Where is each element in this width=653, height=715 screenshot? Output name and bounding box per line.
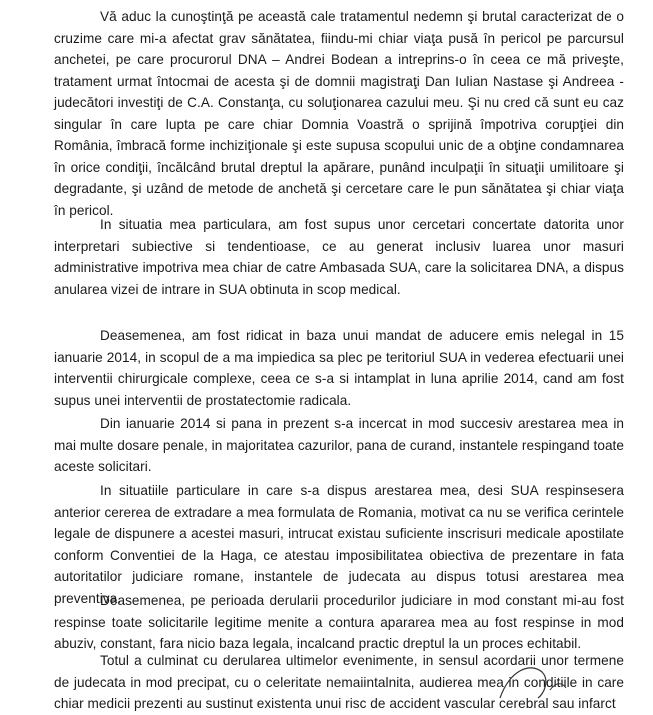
paragraph-4: Din ianuarie 2014 si pana in prezent s-a incercat in mod succesiv arestarea mea in mai multe dosare penale, in majoritatea cazurilor, pana de curand, instantele respingand toate aceste solicitari. — [54, 416, 624, 474]
paragraph-6: Deasemenea, pe perioada derularii procedurilor judiciare in mod constant mi-au fost respinse toate solicitarile legitime menite a contura apararea mea au fost respinse in mod abuziv, constant, fara nicio baza legala, incalcand practic dreptul la un proces echitabil. — [54, 593, 624, 651]
pen-mark — [480, 660, 590, 700]
paragraph-5: In situatiile particulare in care s-a dispus arestarea mea, desi SUA respinsesera anterior cererea de extradare a mea formulata de Romania, motivat ca nu se verifica cerintele legale de dispunere a acestei masuri, intrucat existau suficiente inscrisuri medicale apostilate conform Conventiei de la Haga, ce atestau imposibilitatea obiectiva de prezentare in fata autoritatilor judiciare romane, instantele de judecata au dispus totusi arestarea mea preventiva. — [54, 483, 624, 606]
paragraph-3: Deasemenea, am fost ridicat in baza unui mandat de aducere emis nelegal in 15 ianuarie 2014, in scopul de a ma impiedica sa plec pe teritoriul SUA in vederea efectuarii unei interventii chirurgicale complexe, ceea ce s-a si intamplat in luna aprilie 2014, cand am fost supus unei interventii de prostatectomie radicala. — [54, 328, 624, 408]
paragraph-1: Vă aduc la cunoştinţă pe această cale tratamentul nedemn şi brutal caracterizat de o cruzime care mi-a afectat grav sănătatea, fiindu-mi chiar viaţa pusă în pericol pe parcursul anchetei, pe care procurorul DNA – Andrei Bodean a intreprins-o în ceea ce mă priveşte, tratament urmat întocmai de acesta şi de domnii magistraţi Dan Iulian Nastase şi Andreea - judecători investiţi de C.A. Constanţa, cu soluţionarea cazului meu. Şi nu cred că sunt eu caz singular în care lupta pe care chiar Domnia Voastră o sprijină împotriva corupţiei din România, îmbracă forme inchiziţionale şi este supusa scopului unic de a obţine condamnarea în orice condiţii, încălcând brutal dreptul la apărare, punând inculpaţii în situaţii umilitoare şi degradante, şi uzând de metode de anchetă şi cercetare care le pun sănătatea şi chiar viaţa în pericol. — [54, 9, 624, 218]
paragraph-7: Totul a culminat cu derularea ultimelor evenimente, in sensul acordarii unor termene de judecata in mod precipat, cu o celeritate nemaiintalnita, audierea mea in conditiile in care chiar medicii prezenti au sustinut existenta unui risc de accident vascular cerebral sau infarct — [54, 653, 624, 711]
paragraph-2: In situatia mea particulara, am fost supus unor cercetari concertate datorita unor interpretari subiective si tendentioase, ce au generat inclusiv luarea unor masuri administrative impotriva mea chiar de catre Ambasada SUA, care la solicitarea DNA, a dispus anularea vizei de intrare in SUA obtinuta in scop medical. — [54, 217, 624, 297]
